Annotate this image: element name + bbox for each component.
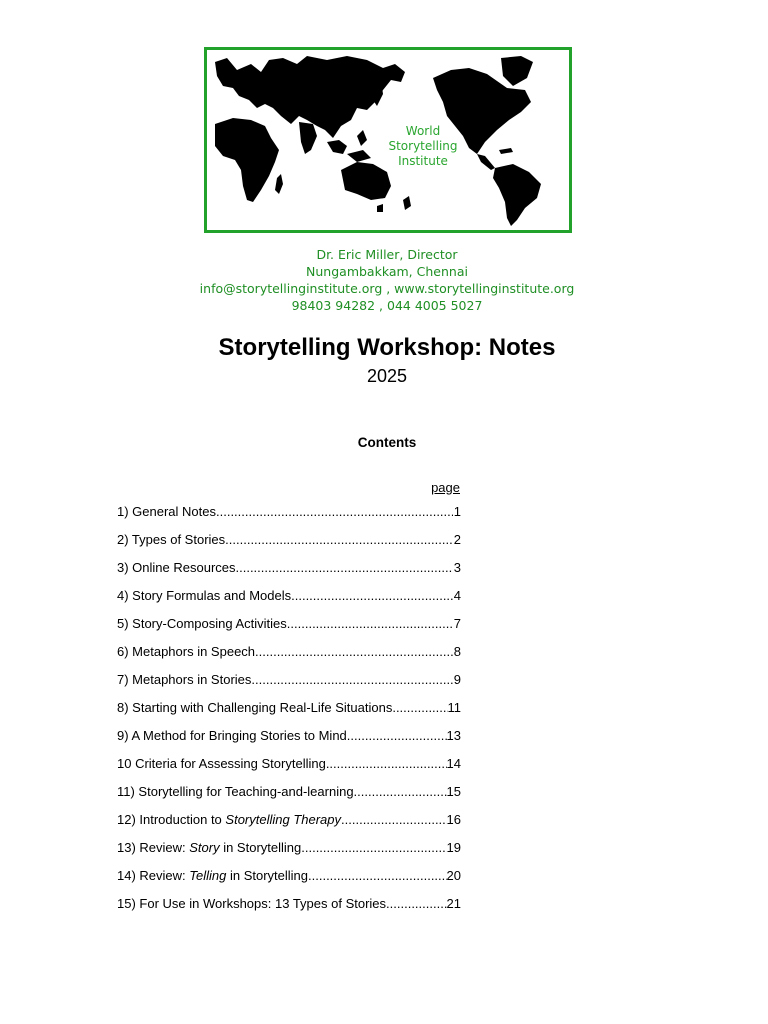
toc-entry-text: 10 Criteria for Assessing Storytelling (117, 756, 326, 771)
toc-leader-dots (341, 812, 447, 827)
toc-page-number: 11 (447, 700, 461, 715)
toc-entry[interactable] (117, 756, 461, 784)
toc-page-number: 21 (446, 896, 461, 911)
toc-entry-text: 12) Introduction to (117, 812, 226, 827)
toc-leader-dots (392, 700, 447, 715)
toc-entry-text: 3) Online Resources (117, 560, 236, 575)
toc-entry[interactable] (117, 728, 461, 756)
toc-entry-text: 1) General Notes (117, 504, 216, 519)
toc-entry-label (117, 532, 225, 547)
toc-page-number: 14 (446, 756, 461, 771)
logo (204, 47, 572, 233)
toc-entry-label (117, 616, 287, 631)
toc-entry-label (117, 728, 347, 743)
toc-entry-label (117, 700, 392, 715)
toc-entry-text: 4) Story Formulas and Models (117, 588, 292, 603)
toc-entry[interactable] (117, 840, 461, 868)
toc-leader-dots (347, 728, 447, 743)
toc-page-number: 4 (453, 588, 461, 603)
toc-leader-dots (287, 616, 453, 631)
page-column-label: page (431, 480, 460, 495)
toc-entry[interactable] (117, 532, 461, 560)
toc-entry[interactable] (117, 644, 461, 672)
toc-entry-text: 2) Types of Stories (117, 532, 226, 547)
email-web-line[interactable]: info@storytellinginstitute.org , www.storytellinginstitute.org (199, 281, 575, 296)
toc-entry[interactable] (117, 672, 461, 700)
table-of-contents (117, 504, 461, 924)
toc-entry-text: 7) Metaphors in Stories (117, 672, 252, 687)
toc-leader-dots (386, 896, 447, 911)
toc-page-number: 8 (453, 644, 461, 659)
toc-entry-text: 15) For Use in Workshops: 13 Types of Stories (117, 896, 387, 911)
toc-entry-text-suffix: in Storytelling (219, 840, 302, 855)
toc-page-number: 13 (446, 728, 461, 743)
logo-line-world: World (405, 124, 441, 138)
toc-entry-emphasis: Story (189, 840, 220, 855)
document-title: Storytelling Workshop: Notes (218, 334, 556, 361)
toc-leader-dots (326, 756, 447, 771)
director-line: Dr. Eric Miller, Director (316, 247, 458, 262)
toc-page-number: 9 (453, 672, 461, 687)
toc-entry[interactable] (117, 560, 461, 588)
contents-heading: Contents (357, 435, 417, 450)
toc-entry-text: 14) Review: (117, 868, 190, 883)
toc-entry-label (117, 644, 255, 659)
toc-page-number: 2 (453, 532, 461, 547)
toc-leader-dots (308, 868, 447, 883)
toc-entry-label (117, 812, 341, 827)
toc-page-number: 7 (453, 616, 461, 631)
toc-entry-label (117, 868, 308, 883)
logo-line-institute: Institute (398, 154, 448, 168)
toc-entry[interactable] (117, 784, 461, 812)
toc-leader-dots (251, 672, 453, 687)
toc-entry-label (117, 896, 386, 911)
toc-page-number: 19 (446, 840, 461, 855)
toc-entry[interactable] (117, 504, 461, 532)
toc-entry-label (117, 784, 354, 799)
toc-entry-label (117, 672, 251, 687)
toc-entry[interactable] (117, 868, 461, 896)
toc-entry-text: 5) Story-Composing Activities (117, 616, 287, 631)
toc-entry-label (117, 840, 301, 855)
toc-entry-label (117, 588, 291, 603)
toc-leader-dots (216, 504, 453, 519)
toc-page-number: 3 (453, 560, 461, 575)
toc-entry-text: 13) Review: (117, 840, 190, 855)
toc-entry[interactable] (117, 588, 461, 616)
toc-entry-label (117, 560, 236, 575)
toc-entry-text: 11) Storytelling for Teaching-and-learning (117, 784, 354, 799)
toc-leader-dots (255, 644, 453, 659)
toc-leader-dots (291, 588, 453, 603)
toc-entry-label (117, 504, 216, 519)
document-year: 2025 (366, 366, 408, 386)
toc-page-number: 1 (453, 504, 461, 519)
toc-entry[interactable] (117, 812, 461, 840)
toc-entry[interactable] (117, 700, 461, 728)
toc-entry-label (117, 756, 326, 771)
toc-page-number: 15 (446, 784, 461, 799)
toc-leader-dots (354, 784, 447, 799)
toc-entry-emphasis: Telling (189, 868, 227, 883)
phone-line: 98403 94282 , 044 4005 5027 (291, 298, 483, 313)
toc-entry-emphasis: Storytelling Therapy (225, 812, 342, 827)
contact-block (180, 246, 594, 314)
toc-page-number: 20 (446, 868, 461, 883)
toc-page-number: 16 (446, 812, 461, 827)
logo-text (373, 124, 473, 169)
toc-leader-dots (225, 532, 453, 547)
location-line: Nungambakkam, Chennai (306, 264, 468, 279)
toc-entry-text: 8) Starting with Challenging Real-Life Situations (117, 700, 393, 715)
toc-entry[interactable] (117, 896, 461, 924)
logo-line-storytelling: Storytelling (388, 139, 458, 153)
toc-leader-dots (236, 560, 454, 575)
toc-entry-text-suffix: in Storytelling (226, 868, 309, 883)
toc-entry-text: 9) A Method for Bringing Stories to Mind (117, 728, 347, 743)
toc-entry-text: 6) Metaphors in Speech (117, 644, 256, 659)
toc-entry[interactable] (117, 616, 461, 644)
toc-leader-dots (301, 840, 446, 855)
